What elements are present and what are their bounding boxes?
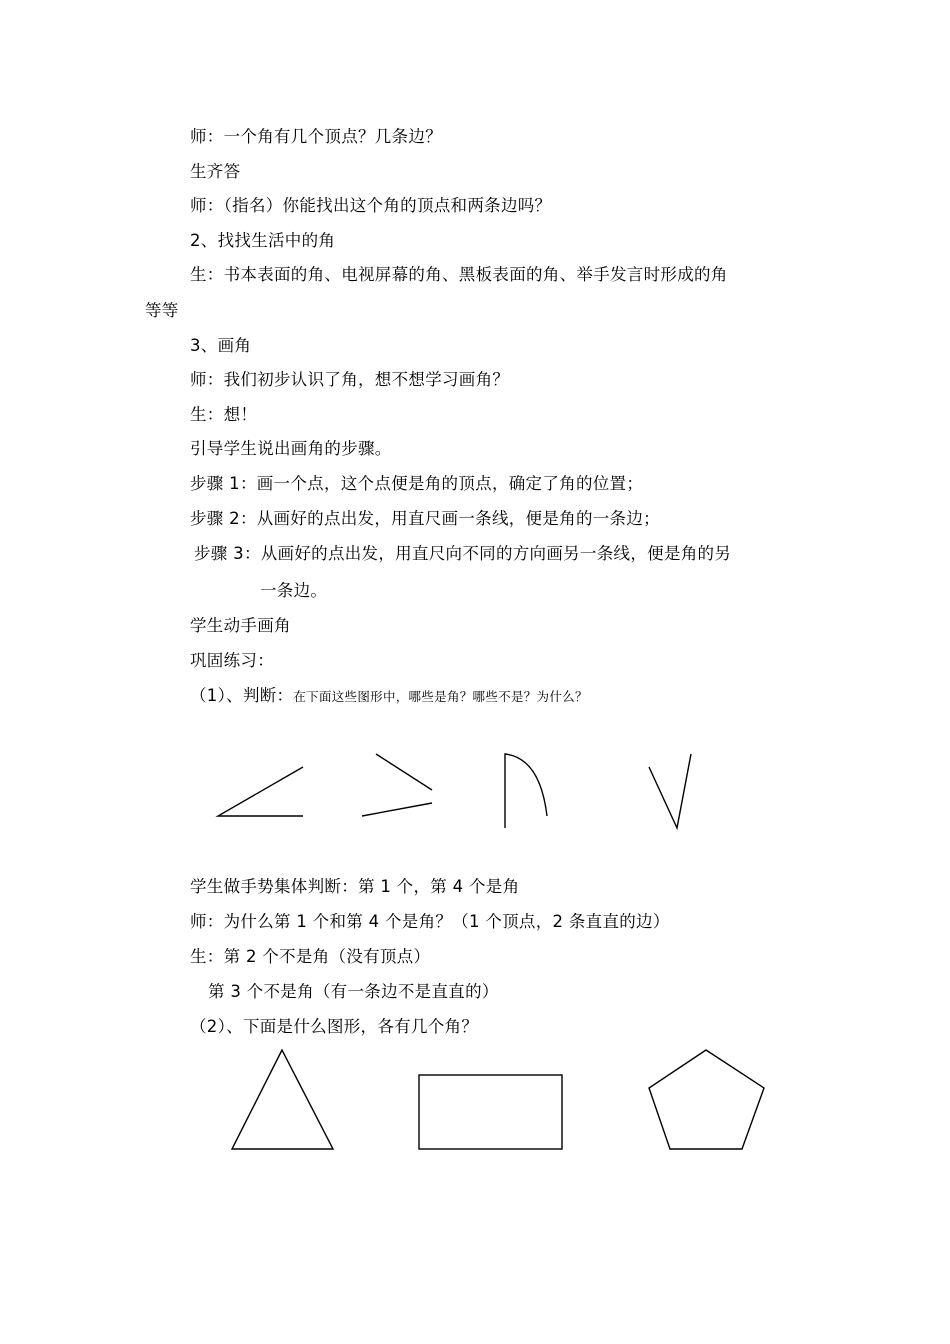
question-1-prefix: （1）、判断：	[190, 686, 294, 705]
text-line-9: 生：想！	[190, 405, 258, 424]
text-line-16: 巩固练习：	[190, 651, 274, 670]
text-line-22: （2）、下面是什么图形，各有几个角？	[190, 1017, 479, 1036]
text-line-12: 步骤 2：从画好的点出发，用直尺画一条线，便是角的一条边；	[190, 509, 660, 528]
text-line-8: 师：我们初步认识了角，想不想学习画角？	[190, 370, 510, 389]
text-line-10: 引导学生说出画角的步骤。	[190, 439, 392, 458]
text-line-1: 师：一个角有几个顶点？几条边？	[190, 127, 442, 146]
text-line-13: 步骤 3：从画好的点出发，用直尺向不同的方向画另一条线，便是角的另	[194, 544, 732, 563]
text-line-20: 生：第 2 个不是角（没有顶点）	[190, 947, 431, 966]
text-line-2: 生齐答	[190, 162, 241, 181]
figure-pentagon	[649, 1050, 764, 1149]
text-line-7: 3、画角	[190, 336, 252, 355]
text-line-21: 第 3 个不是角（有一条边不是直直的）	[208, 982, 499, 1001]
text-line-14: 一条边。	[260, 581, 328, 600]
text-line-6: 等等	[145, 301, 179, 320]
text-line-15: 学生动手画角	[190, 616, 291, 635]
text-line-11: 步骤 1：画一个点，这个点便是角的顶点，确定了角的位置；	[190, 474, 644, 493]
text-line-5: 生：书本表面的角、电视屏幕的角、黑板表面的角、举手发言时形成的角	[190, 265, 728, 284]
text-line-3: 师：（指名）你能找出这个角的顶点和两条边吗？	[190, 196, 552, 215]
text-line-19: 师：为什么第 1 个和第 4 个是角？（1 个顶点，2 条直直的边）	[190, 912, 670, 931]
figure-rectangle	[419, 1075, 562, 1149]
figure-triangle	[232, 1050, 333, 1149]
question-1-text: 在下面这些图形中，哪些是角？哪些不是？为什么？	[293, 689, 588, 704]
text-line-4: 2、找找生活中的角	[190, 231, 336, 250]
text-line-18: 学生做手势集体判断：第 1 个，第 4 个是角	[190, 877, 520, 896]
